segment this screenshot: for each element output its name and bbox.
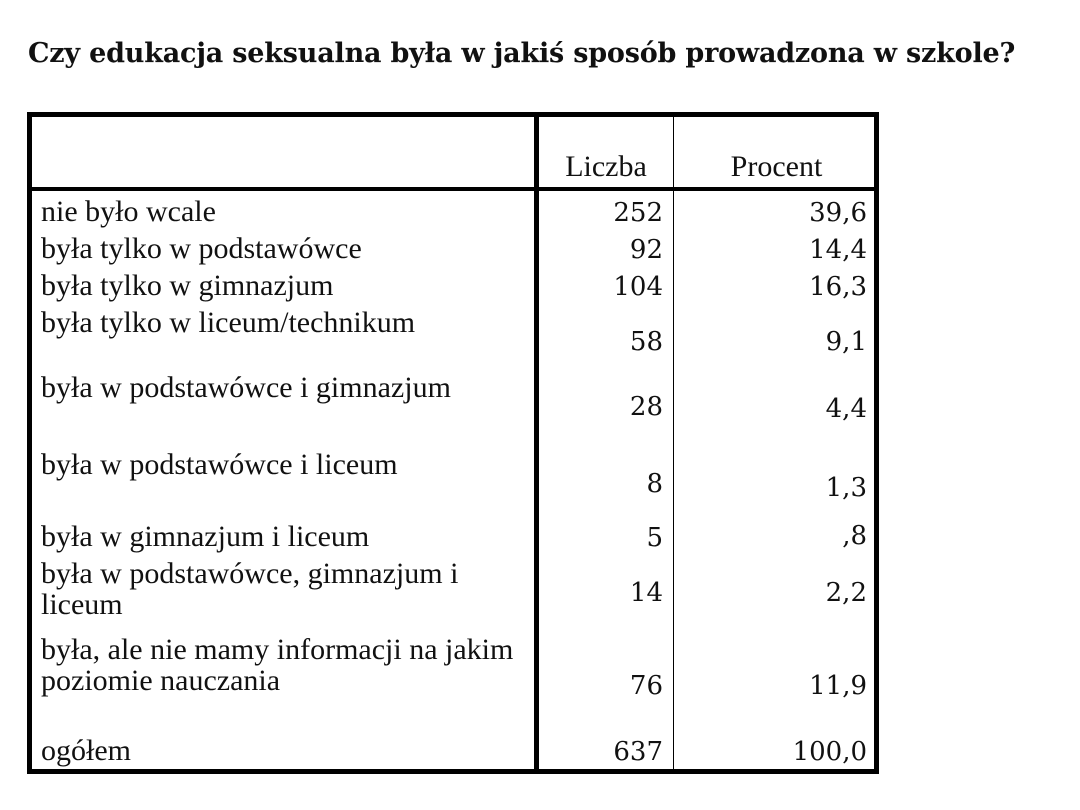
row-percent: 11,9 [809, 671, 867, 701]
row-label: była w podstawówce i liceum [41, 448, 398, 481]
column-header-count: Liczba [565, 150, 647, 183]
row-label: była w podstawówce i gimnazjum [41, 371, 451, 404]
row-percent: 14,4 [809, 235, 867, 265]
row-percent: ,8 [842, 521, 867, 551]
row-percent: 100,0 [792, 737, 867, 767]
row-percent: 4,4 [825, 394, 867, 424]
column-header-percent: Procent [730, 150, 823, 183]
row-label: była, ale nie mamy informacji na jakim poziomie nauczania [41, 633, 514, 697]
row-label: ogółem [41, 734, 131, 767]
row-percent: 2,2 [825, 578, 867, 608]
row-count: 5 [646, 523, 663, 553]
row-count: 252 [613, 198, 663, 228]
row-label: była w podstawówce, gimnazjum i liceum [41, 557, 459, 621]
page-title: Czy edukacja seksualna była w jakiś sposób prowadzona w szkole? [28, 38, 1016, 69]
row-label: była tylko w podstawówce [41, 232, 362, 265]
results-table [27, 112, 879, 774]
row-count: 637 [613, 737, 663, 767]
header-divider [32, 187, 874, 191]
row-label: była tylko w liceum/technikum [41, 306, 416, 339]
row-label: nie było wcale [41, 195, 216, 228]
row-count: 76 [629, 671, 663, 701]
row-percent: 9,1 [825, 327, 867, 357]
row-label: była w gimnazjum i liceum [41, 520, 370, 553]
row-count: 14 [629, 578, 663, 608]
row-count: 58 [629, 327, 663, 357]
row-percent: 16,3 [809, 272, 867, 302]
row-count: 28 [629, 392, 663, 422]
row-percent: 39,6 [809, 198, 867, 228]
row-count: 92 [629, 235, 663, 265]
row-percent: 1,3 [825, 473, 867, 503]
row-count: 8 [646, 469, 663, 499]
row-count: 104 [613, 272, 663, 302]
row-label: była tylko w gimnazjum [41, 269, 334, 302]
